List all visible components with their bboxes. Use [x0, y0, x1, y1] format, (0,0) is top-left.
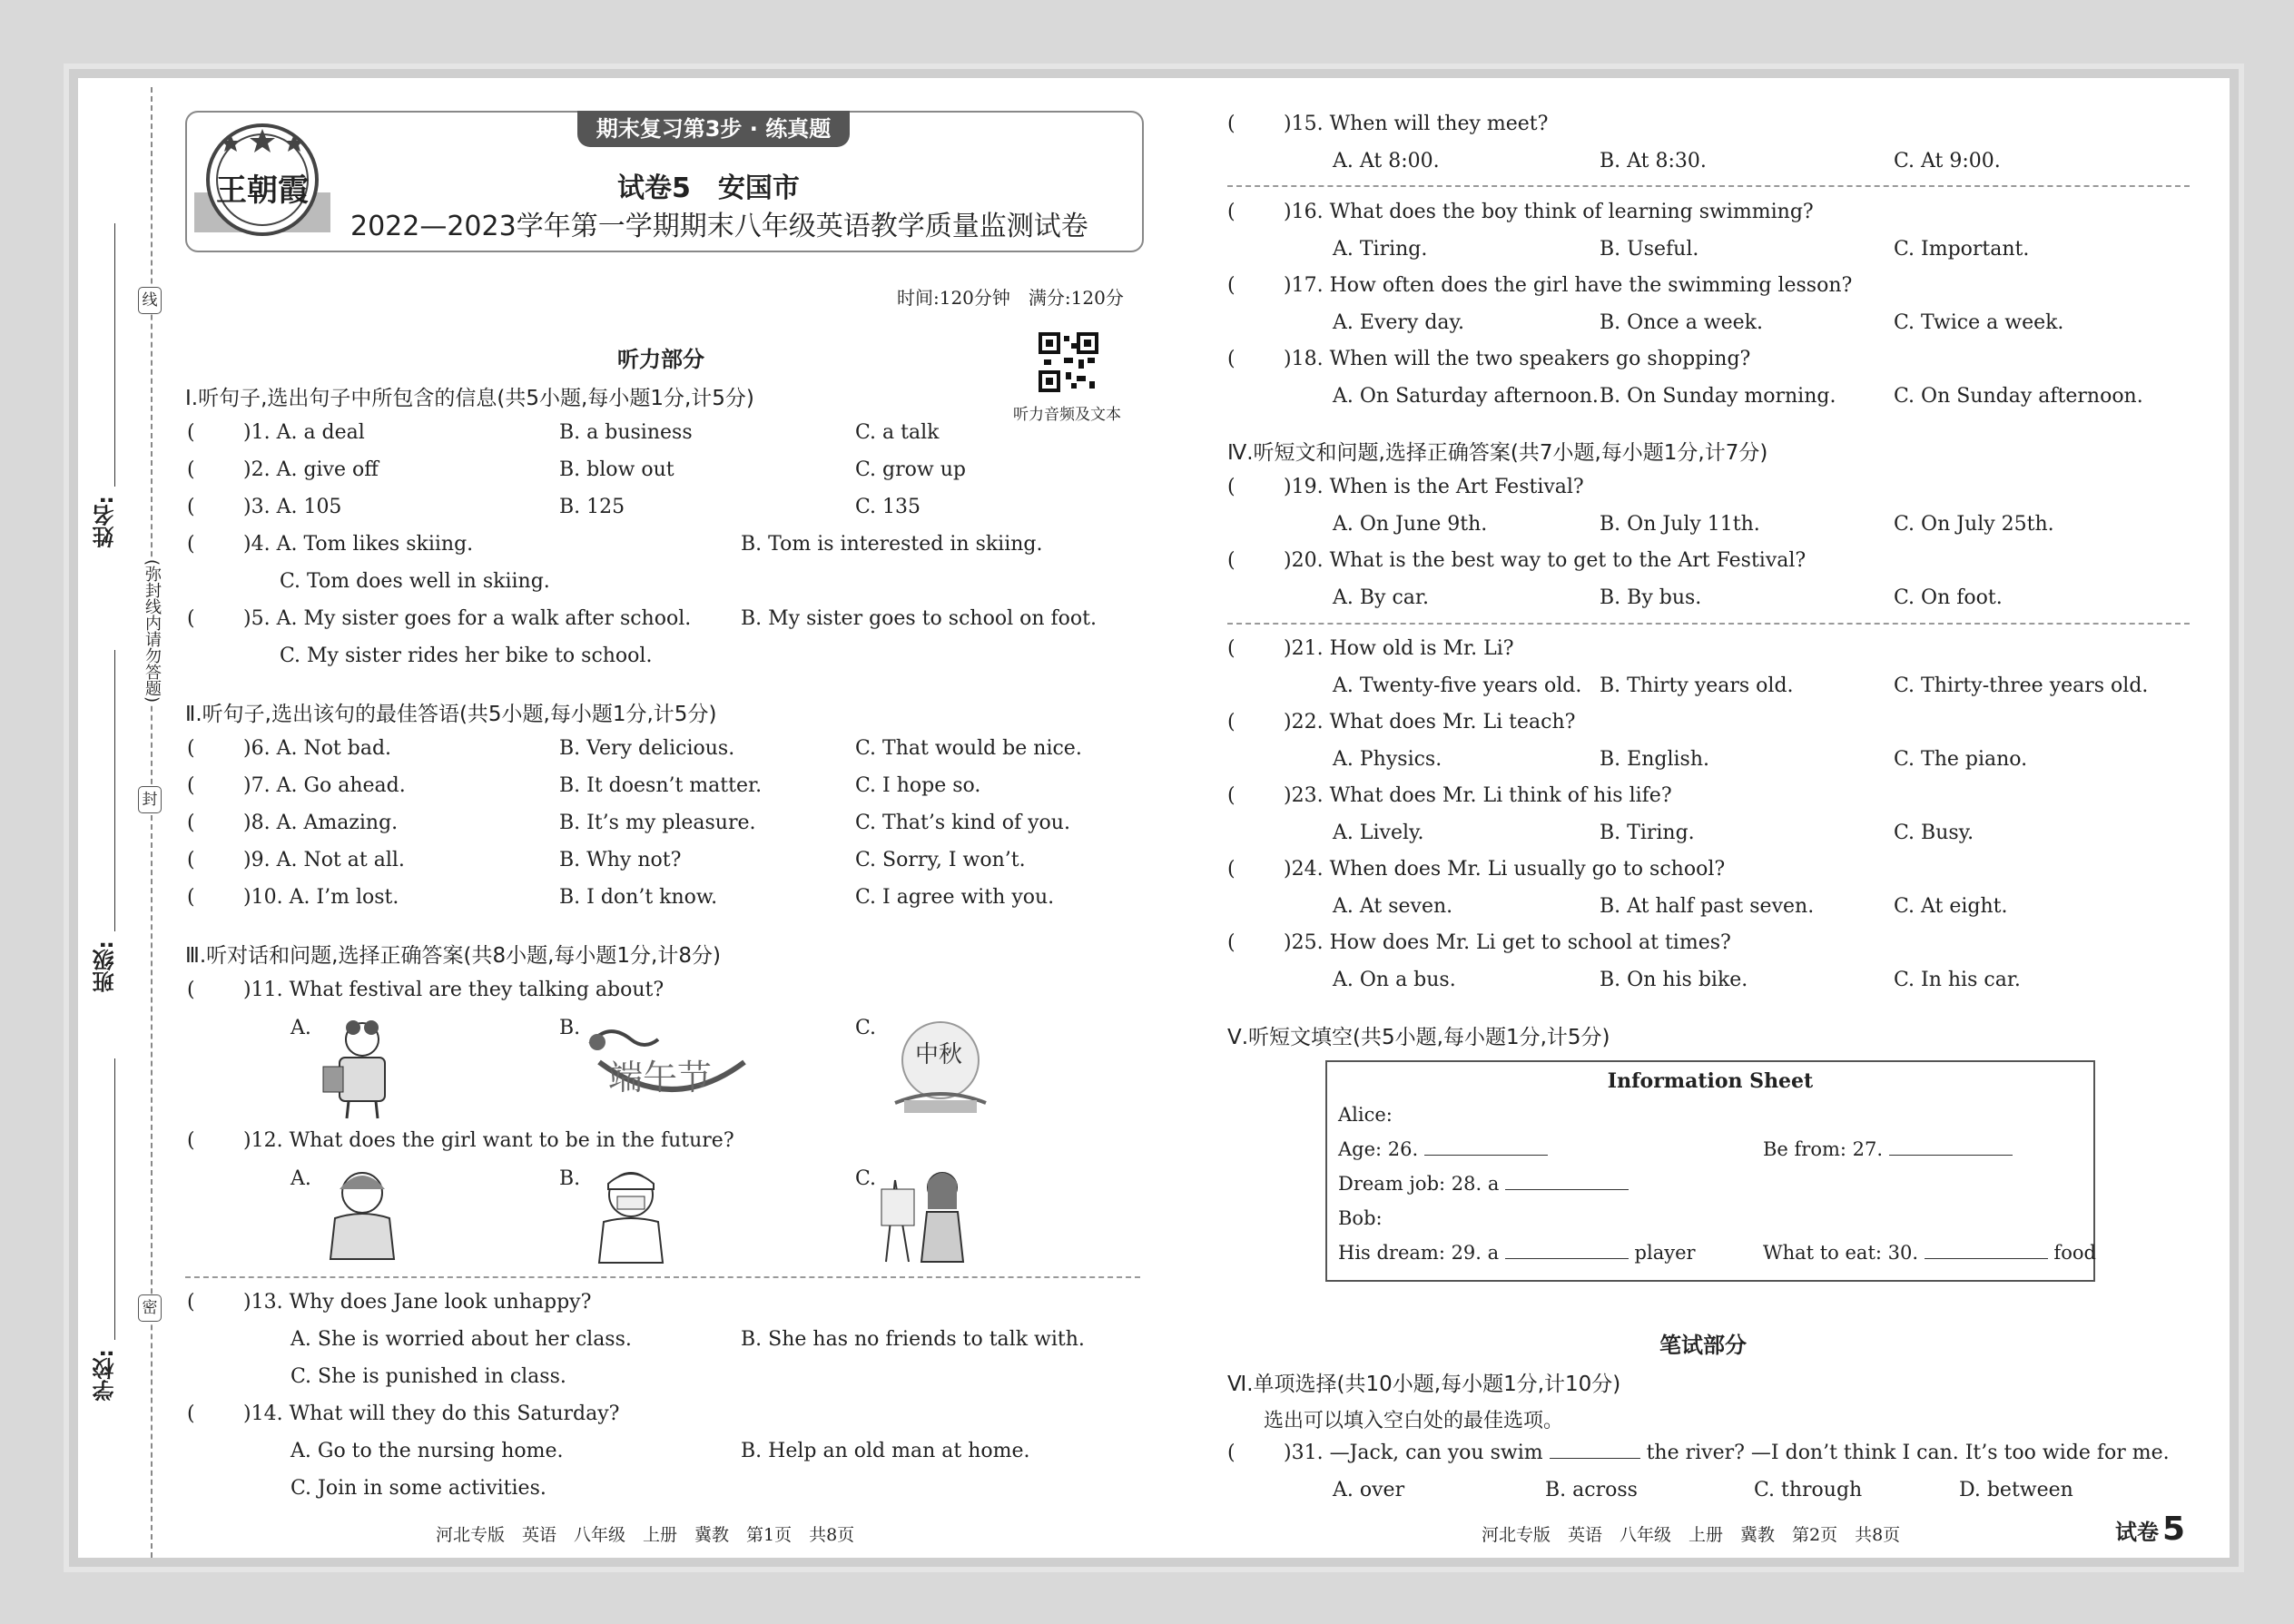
banner-label: 期末复习第3步 · 练真题: [577, 111, 850, 147]
logo: [194, 120, 330, 240]
paper-title: 试卷5 安国市: [617, 172, 800, 204]
q7-option-b: B. It doesn’t matter.: [559, 774, 763, 797]
q21-option-a: A. Twenty-five years old.: [1333, 674, 1582, 697]
question-15: ( )15. When will they meet?: [1227, 113, 1549, 135]
q20-option-a: A. By car.: [1333, 586, 1429, 609]
q12-picture-c: [877, 1162, 977, 1270]
seal-char-line: 线: [138, 287, 162, 314]
q19-option-c: C. On July 25th.: [1894, 513, 2054, 536]
question-11: ( )11. What festival are they talking about?: [187, 979, 665, 1001]
question-5: ( )5. A. My sister goes for a walk after school.: [187, 607, 692, 630]
q8-option-b: B. It’s my pleasure.: [559, 812, 756, 834]
question-10: ( )10. A. I’m lost.: [187, 886, 399, 909]
painter-with-easel-icon: [877, 1162, 977, 1266]
section-5-title: Ⅴ.听短文填空(共5小题,每小题1分,计5分): [1227, 1026, 1610, 1049]
question-8: ( )8. A. Amazing.: [187, 812, 399, 834]
q15-option-a: A. At 8:00.: [1333, 150, 1440, 172]
binding-instruction: (弥封线内请勿答题): [140, 559, 163, 703]
q11-picture-a: [312, 1017, 412, 1125]
q17-option-c: C. Twice a week.: [1894, 311, 2064, 334]
q15-option-b: B. At 8:30.: [1600, 150, 1707, 172]
dragon-boat-festival-icon: [581, 1017, 753, 1107]
question-3: ( )3. A. 105: [187, 496, 342, 518]
q24-option-a: A. At seven.: [1333, 895, 1453, 918]
q4-option-b: B. Tom is interested in skiing.: [741, 533, 1043, 556]
divider-right-1: [1227, 185, 2190, 187]
info-dream-job: Dream job: 28. a: [1338, 1173, 1629, 1195]
girl-with-lantern-icon: [312, 1017, 412, 1121]
question-12: ( )12. What does the girl want to be in the future?: [187, 1129, 734, 1152]
q24-option-c: C. At eight.: [1894, 895, 2008, 918]
q10-option-c: C. I agree with you.: [855, 886, 1055, 909]
blank-31[interactable]: [1550, 1458, 1640, 1459]
question-4: ( )4. A. Tom likes skiing.: [187, 533, 474, 556]
question-9: ( )9. A. Not at all.: [187, 849, 405, 871]
question-19: ( )19. When is the Art Festival?: [1227, 476, 1584, 498]
blank-28[interactable]: [1505, 1189, 1629, 1190]
q1-option-b: B. a business: [559, 421, 693, 444]
section-2-title: Ⅱ.听句子,选出该句的最佳答语(共5小题,每小题1分,计5分): [185, 703, 717, 726]
q31-option-b: B. across: [1545, 1479, 1638, 1501]
q25-option-a: A. On a bus.: [1333, 969, 1456, 991]
info-age: Age: 26.: [1338, 1138, 1548, 1160]
q23-option-c: C. Busy.: [1894, 822, 1974, 844]
q3-option-c: C. 135: [855, 496, 921, 518]
question-23: ( )23. What does Mr. Li think of his life?: [1227, 784, 1672, 807]
listening-heading: 听力部分: [617, 347, 704, 372]
q31-option-a: A. over: [1333, 1479, 1405, 1501]
q4-option-c: C. Tom does well in skiing.: [280, 570, 550, 593]
written-heading: 笔试部分: [1659, 1333, 1747, 1358]
question-18: ( )18. When will the two speakers go shopping?: [1227, 348, 1751, 370]
question-6: ( )6. A. Not bad.: [187, 737, 392, 760]
q12-picture-a: [312, 1164, 412, 1267]
q21-option-b: B. Thirty years old.: [1600, 674, 1794, 697]
logo-text: 王朝霞: [216, 172, 309, 209]
section-6-instruction: 选出可以填入空白处的最佳选项。: [1264, 1410, 1564, 1432]
q14-option-b: B. Help an old man at home.: [741, 1440, 1030, 1462]
q12-option-a: A.: [290, 1167, 311, 1190]
q12-option-c: C.: [855, 1167, 877, 1190]
school-label: 学校:: [93, 1349, 118, 1402]
q3-option-b: B. 125: [559, 496, 625, 518]
q31-option-c: C. through: [1754, 1479, 1863, 1501]
information-sheet: [1325, 1060, 2095, 1282]
q2-option-b: B. blow out: [559, 458, 674, 481]
q14-option-c: C. Join in some activities.: [290, 1477, 546, 1500]
question-1: ( )1. A. a deal: [187, 421, 365, 444]
question-21: ( )21. How old is Mr. Li?: [1227, 637, 1514, 660]
q16-option-b: B. Useful.: [1600, 238, 1699, 261]
q18-option-b: B. On Sunday morning.: [1600, 385, 1836, 408]
q12-option-b: B.: [559, 1167, 581, 1190]
question-13: ( )13. Why does Jane look unhappy?: [187, 1291, 592, 1314]
section-4-title: Ⅳ.听短文和问题,选择正确答案(共7小题,每小题1分,计7分): [1227, 441, 1768, 465]
q18-option-a: A. On Saturday afternoon.: [1333, 385, 1599, 408]
q1-option-c: C. a talk: [855, 421, 940, 444]
question-2: ( )2. A. give off: [187, 458, 379, 481]
paper-subtitle: 2022—2023学年第一学期期末八年级英语教学质量监测试卷: [350, 211, 1088, 242]
q11-option-b: B.: [559, 1017, 581, 1039]
q6-option-c: C. That would be nice.: [855, 737, 1082, 760]
q5-option-b: B. My sister goes to school on foot.: [741, 607, 1097, 630]
question-16: ( )16. What does the boy think of learning swimming?: [1227, 201, 1814, 223]
q22-option-b: B. English.: [1600, 748, 1709, 771]
svg-text:中秋: 中秋: [915, 1041, 963, 1068]
q16-option-a: A. Tiring.: [1333, 238, 1428, 261]
girl-with-helmet-icon: [312, 1164, 412, 1264]
q25-option-b: B. On his bike.: [1600, 969, 1748, 991]
q5-option-c: C. My sister rides her bike to school.: [280, 645, 653, 667]
question-14: ( )14. What will they do this Saturday?: [187, 1403, 620, 1425]
class-label: 班级:: [93, 940, 118, 993]
mid-autumn-festival-icon: [877, 1017, 1004, 1117]
info-alice: Alice:: [1338, 1104, 1393, 1126]
divider-left: [185, 1276, 1140, 1278]
q14-option-a: A. Go to the nursing home.: [290, 1440, 564, 1462]
info-what-to-eat: What to eat: 30. food: [1763, 1242, 2096, 1264]
time-info: 时间:120分钟 满分:120分: [897, 287, 1124, 309]
q19-option-a: A. On June 9th.: [1333, 513, 1488, 536]
section-6-title: Ⅵ.单项选择(共10小题,每小题1分,计10分): [1227, 1373, 1621, 1396]
question-31: ( )31. —Jack, can you swim the river? —I don’t think I can. It’s too wide for me.: [1227, 1442, 2170, 1464]
qr-code-icon: [1039, 332, 1098, 392]
name-label: 姓名:: [93, 496, 118, 548]
blank-26[interactable]: [1424, 1155, 1548, 1156]
q19-option-b: B. On July 11th.: [1600, 513, 1760, 536]
q24-option-b: B. At half past seven.: [1600, 895, 1815, 918]
q13-option-c: C. She is punished in class.: [290, 1365, 566, 1388]
q25-option-c: C. In his car.: [1894, 969, 2021, 991]
seal-char-secret: 密: [138, 1294, 162, 1322]
nurse-icon: [581, 1164, 681, 1265]
q16-option-c: C. Important.: [1894, 238, 2030, 261]
q11-picture-b: [581, 1017, 753, 1111]
q9-option-c: C. Sorry, I won’t.: [855, 849, 1026, 871]
q13-option-b: B. She has no friends to talk with.: [741, 1328, 1085, 1351]
q13-option-a: A. She is worried about her class.: [290, 1328, 632, 1351]
svg-text:端午节: 端午节: [608, 1058, 713, 1097]
paper-badge: [2115, 1511, 2185, 1548]
q22-option-a: A. Physics.: [1333, 748, 1442, 771]
q2-option-c: C. grow up: [855, 458, 966, 481]
class-line: [114, 650, 115, 931]
footer-right: 河北专版 英语 八年级 上册 冀教 第2页 共8页: [1482, 1525, 1901, 1545]
section-3-title: Ⅲ.听对话和问题,选择正确答案(共8小题,每小题1分,计8分): [185, 944, 721, 968]
blank-27[interactable]: [1889, 1155, 2013, 1156]
question-24: ( )24. When does Mr. Li usually go to school?: [1227, 858, 1726, 881]
blank-30[interactable]: [1925, 1258, 2048, 1259]
q9-option-b: B. Why not?: [559, 849, 682, 871]
q20-option-c: C. On foot.: [1894, 586, 2003, 609]
q15-option-c: C. At 9:00.: [1894, 150, 2001, 172]
blank-29[interactable]: [1505, 1258, 1629, 1259]
q17-option-a: A. Every day.: [1333, 311, 1465, 334]
q12-picture-b: [581, 1164, 681, 1269]
school-line: [114, 1058, 115, 1340]
info-his-dream: His dream: 29. a player: [1338, 1242, 1696, 1264]
question-22: ( )22. What does Mr. Li teach?: [1227, 711, 1576, 733]
q7-option-c: C. I hope so.: [855, 774, 981, 797]
divider-right-2: [1227, 623, 2190, 625]
question-20: ( )20. What is the best way to get to the Art Festival?: [1227, 549, 1807, 572]
qr-caption: 听力音频及文本: [1013, 406, 1121, 424]
name-line: [114, 223, 115, 487]
qr-code: [1039, 332, 1098, 392]
question-7: ( )7. A. Go ahead.: [187, 774, 406, 797]
seal-char-seal: 封: [138, 786, 162, 813]
q11-option-c: C.: [855, 1017, 877, 1039]
q23-option-a: A. Lively.: [1333, 822, 1424, 844]
info-bob: Bob:: [1338, 1207, 1383, 1229]
footer-left: 河北专版 英语 八年级 上册 冀教 第1页 共8页: [436, 1525, 855, 1545]
q31-option-d: D. between: [1959, 1479, 2073, 1501]
paper-badge-number: 5: [2162, 1511, 2186, 1548]
q23-option-b: B. Tiring.: [1600, 822, 1695, 844]
info-sheet-title: Information Sheet: [1607, 1069, 1814, 1093]
info-be-from: Be from: 27.: [1763, 1138, 2013, 1160]
q6-option-b: B. Very delicious.: [559, 737, 735, 760]
section-1-title: Ⅰ.听句子,选出句子中所包含的信息(共5小题,每小题1分,计5分): [185, 387, 754, 410]
question-25: ( )25. How does Mr. Li get to school at times?: [1227, 931, 1731, 954]
q21-option-c: C. Thirty-three years old.: [1894, 674, 2149, 697]
q18-option-c: C. On Sunday afternoon.: [1894, 385, 2143, 408]
exam-sheet: [64, 64, 2244, 1572]
paper-badge-label: 试卷: [2115, 1520, 2159, 1545]
question-17: ( )17. How often does the girl have the swimming lesson?: [1227, 274, 1853, 297]
q17-option-b: B. Once a week.: [1600, 311, 1763, 334]
q22-option-c: C. The piano.: [1894, 748, 2028, 771]
q11-option-a: A.: [290, 1017, 311, 1039]
q10-option-b: B. I don’t know.: [559, 886, 718, 909]
q20-option-b: B. By bus.: [1600, 586, 1702, 609]
q11-picture-c: [877, 1017, 1004, 1120]
q8-option-c: C. That’s kind of you.: [855, 812, 1070, 834]
